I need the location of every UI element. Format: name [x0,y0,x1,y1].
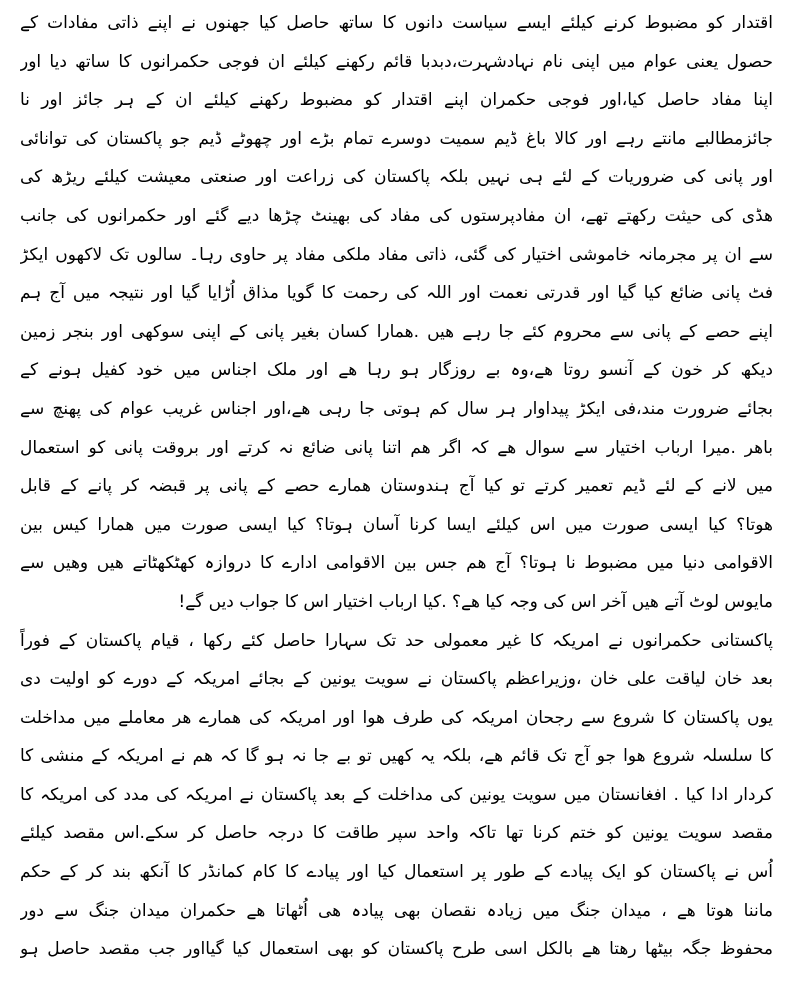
body-text [20,4,773,969]
text-line: میں لانے کے لئے ڈیم تعمیر کرتے تو کیا آج ہندوستان ھمارے حصے کے پانی پر قبضہ کر پانے کے قابل [20,476,773,497]
text-line: دیکھ کر خون کے آنسو روتا ھے،وہ بے روزگار ہو رہا ھے اور ملک اجناس میں خود کفیل ہونے کے [20,360,773,381]
text-line: کردار ادا کیا . افغانستان میں سویت یونین کی مداخلت کے بعد پاکستان نے امریکہ کی مدد کی امریکہ کا [20,784,773,805]
text-line: اپنا مفاد حاصل کیا،اور فوجی حکمران اپنے اقتدار کو مضبوط رکھنے کیلئے ان کے ہر جائز اور نا [20,90,773,111]
text-line: اپنے حصے کے پانی سے محروم کئے جا رہے ھیں .ھمارا کسان بغیر پانی کے اپنی سوکھی اور بنجر زمین [20,321,773,342]
text-line: اور پانی کی ضروریات کے لئے ہی نہیں بلکہ پاکستان کی زراعت اور صنعتی معیشت کیلئے ریڑھ کی [20,167,773,188]
text-line: باھر .میرا ارباب اختیار سے سوال ھے کہ اگر ھم اتنا پانی ضائع نہ کرتے اور بروقت پانی کو استعمال [20,437,773,458]
text-line: ھوتا؟ کیا ایسی صورت میں اس کیلئے ایسا کرنا آسان ہوتا؟ کیا ایسی صورت میں ھمارا کیس بین [20,514,773,535]
text-line: بعد خان لیاقت علی خان ،وزیراعظم پاکستان نے سویت یونین کے بجائے امریکہ کے دورے کو اولیت دی [20,669,773,690]
text-line: اُس نے پاکستان کو ایک پیادے کے طور پر استعمال کیا اور پیادے کا کام کمانڈر کا آنکھ بند کر کے حکم [20,862,773,883]
text-line: مقصد سویت یونین کو ختم کرنا تھا تاکہ واحد سپر طاقت کا درجہ حاصل کر سکے.اس مقصد کیلئے [20,823,773,844]
text-line: اقتدار کو مضبوط کرنے کیلئے ایسے سیاست دانوں کا ساتھ حاصل کیا جھنوں نے اپنے ذاتی مفادات کے [20,13,773,33]
text-line: فٹ پانی ضائع کیا گیا اور قدرتی نعمت اور اللہ کی رحمت کا گویا مذاق اُڑایا گیا اور نتیجہ میں آج ہم [20,283,773,304]
text-line: ماننا ھوتا ھے ، میدان جنگ میں زیادہ نقصان بھی پیادہ ھی اُٹھاتا ھے حکمران میدان جنگ سے دور [20,900,773,921]
text-line: کا سلسلہ شروع ھوا جو آج تک قائم ھے، بلکہ یہ کھیں تو بے جا نہ ہو گا کہ ھم نے امریکہ کے منشی کا [20,746,773,767]
text-line: الاقوامی دنیا میں مضبوط نا ہوتا؟ آج ھم جس بین الاقوامی ادارے کا دروازہ کھٹکھٹاتے ھیں وھیں سے [20,553,773,574]
text-line: مایوس لوٹ آتے ھیں آخر اس کی وجہ کیا ھے؟ .کیا ارباب اختیار اس کا جواب دیں گے! [178,591,773,612]
text-line: جائزمطالبے مانتے رہے اور کالا باغ ڈیم سمیت دوسرے تمام بڑے اور چھوٹے ڈیم جو پاکستان کی توانائی [20,128,773,149]
text-line: یوں پاکستان کا شروع سے رجحان امریکہ کی طرف ھوا اور امریکہ کی ھمارے ھر معاملے میں مداخلت [20,707,773,728]
text-line: حصول یعنی عوام میں اپنی نام نہادشہرت،دبدبا قائم رکھنے کیلئے ان فوجی حکمرانوں کا ساتھ دیا اور [20,51,773,72]
text-line: پاکستانی حکمرانوں نے امریکہ کا غیر معمولی حد تک سہارا حاصل کئے رکھا ، قیام پاکستان کے فوراً [20,630,773,651]
text-line: محفوظ جگہ بیٹھا رھتا ھے بالکل اسی طرح پاکستان کو بھی استعمال کیا گیااور جب مقصد حاصل ہو [20,939,773,960]
text-line: بجائے ضرورت مند،فی ایکڑ پیداوار ہر سال کم ہوتی جا رہی ھے،اور اجناس غریب عوام کی پھنچ سے [20,398,773,419]
text-line: سے ان پر مجرمانہ خاموشی اختیار کی گئی، ذاتی مفاد ملکی مفاد پر حاوی رہا۔ سالوں تک لاکھوں ایکڑ [20,244,773,265]
text-line: ھڈی کی حیثت رکھتے تھے، ان مفادپرستوں کی مفاد کی بھینٹ چڑھا دیے گئے اور حکمرانوں کی جانب [20,205,773,226]
